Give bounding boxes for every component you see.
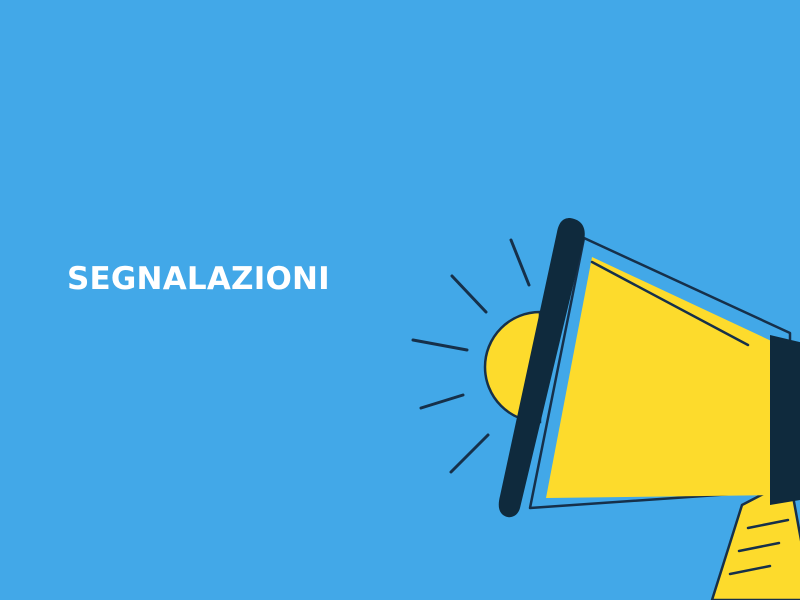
megaphone-horn: [546, 257, 780, 498]
sound-ray: [452, 276, 486, 312]
sound-ray: [413, 340, 467, 350]
sound-ray: [421, 395, 463, 408]
megaphone-rear: [770, 335, 800, 505]
sound-ray: [451, 435, 488, 472]
sound-ray: [511, 240, 529, 285]
page-title: SEGNALAZIONI: [67, 261, 330, 297]
